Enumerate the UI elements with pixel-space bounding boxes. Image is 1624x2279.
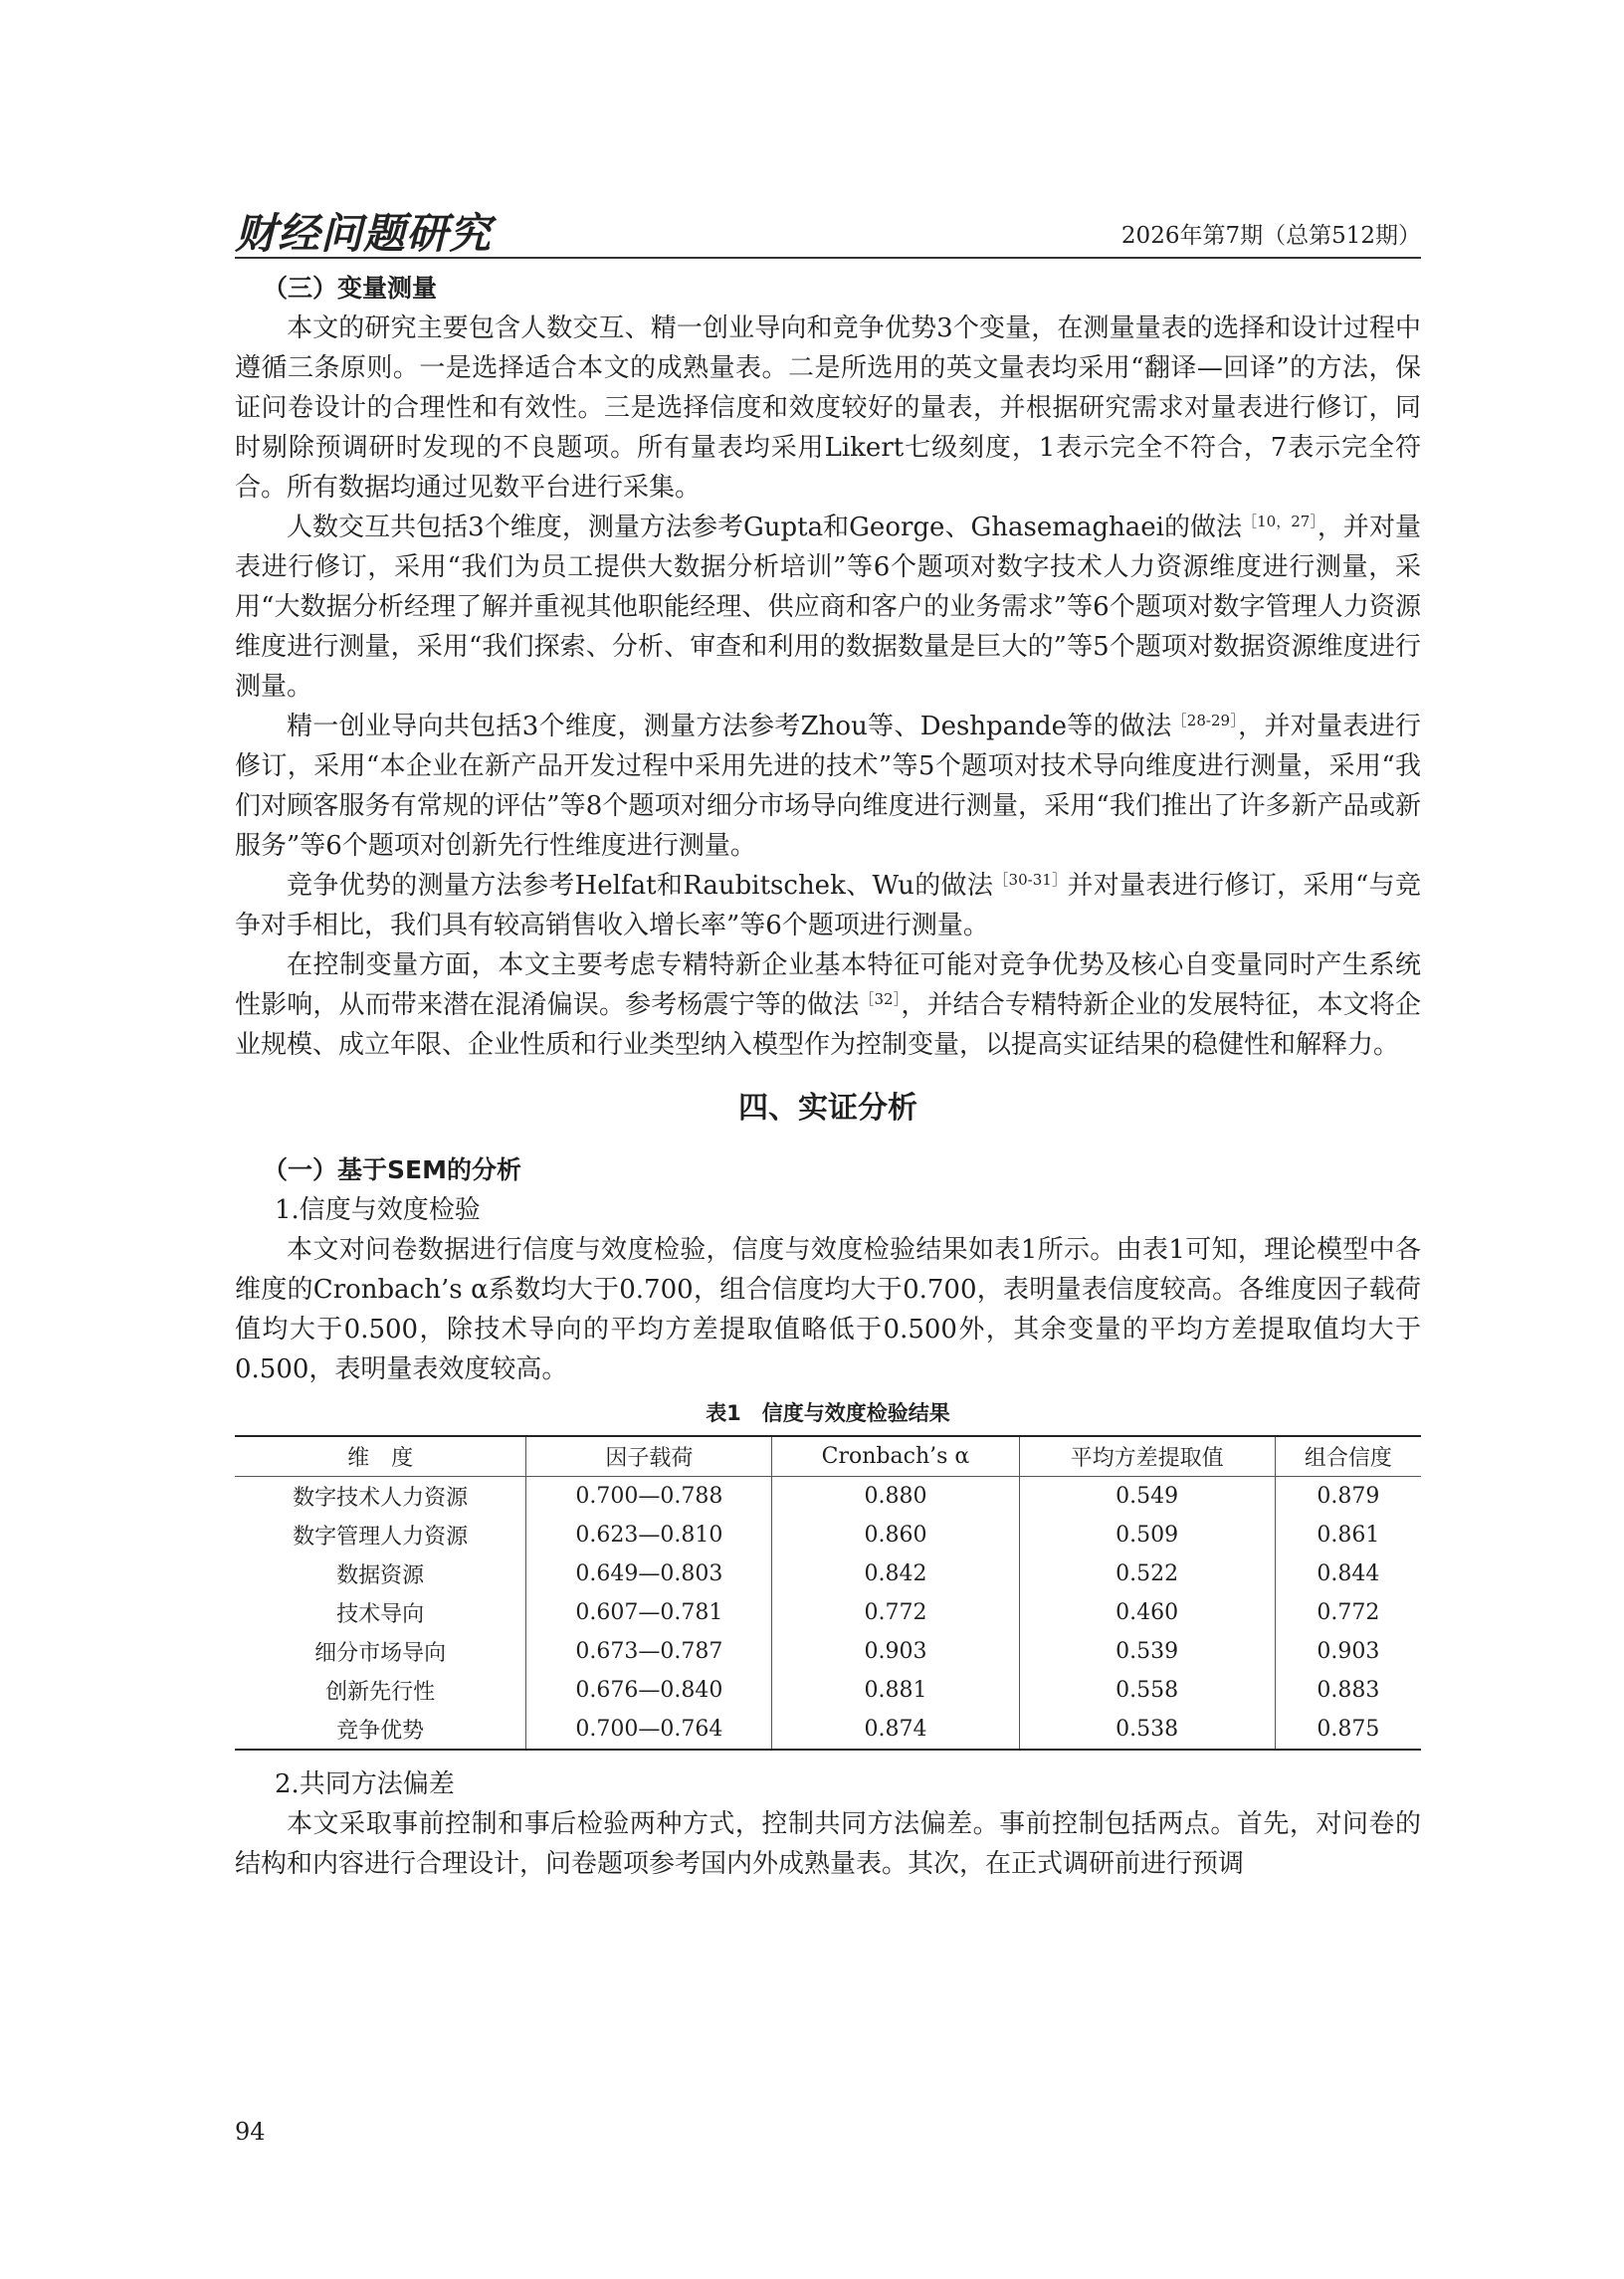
table-cell: 0.538 — [1019, 1710, 1275, 1750]
table-cell: 0.460 — [1019, 1593, 1275, 1632]
table-cell: 0.842 — [772, 1554, 1019, 1593]
table-cell: 0.549 — [1019, 1477, 1275, 1517]
table-cell: 数据资源 — [235, 1554, 526, 1593]
table-cell: 0.860 — [772, 1516, 1019, 1554]
table-row — [235, 1671, 1421, 1710]
paragraph-text: 在控制变量方面，本文主要考虑专精特新企业基本特征可能对竞争优势及核心自变量同时产生系统性影响，从而带来潜在混淆偏误。参考杨震宁等的做法 — [235, 950, 1421, 1020]
table-cell: 细分市场导向 — [235, 1632, 526, 1671]
table-cell: 0.676—0.840 — [526, 1671, 772, 1710]
table-cell: 0.874 — [772, 1710, 1019, 1750]
citation-ref: ［32］ — [859, 990, 902, 1008]
table-cell: 0.875 — [1275, 1710, 1421, 1750]
table-cell: 0.558 — [1019, 1671, 1275, 1710]
paragraph-digital-interaction — [235, 508, 1421, 707]
paragraph-text: 人数交互共包括3个维度，测量方法参考Gupta和George、Ghasemaghaei的做法 — [287, 513, 1243, 542]
paragraph-entrepreneurial-orientation — [235, 707, 1421, 866]
table-cell: 0.539 — [1019, 1632, 1275, 1671]
table-cell: 竞争优势 — [235, 1710, 526, 1750]
table-header-row — [235, 1436, 1421, 1477]
table-cell: 技术导向 — [235, 1593, 526, 1632]
paragraph-text: ，并结合专精特新企业的发展特征，本文将企业规模、成立年限、企业性质和行业类型纳入模型作为控制变量，以提高实证结果的稳健性和解释力。 — [235, 990, 1421, 1060]
table-row — [235, 1632, 1421, 1671]
table-cell: 0.844 — [1275, 1554, 1421, 1593]
table-cell: 数字管理人力资源 — [235, 1516, 526, 1554]
table-header-cell: Cronbach’s α — [772, 1436, 1019, 1477]
table-header-cell: 维 度 — [235, 1436, 526, 1477]
paragraph-text: 竞争优势的测量方法参考Helfat和Raubitschek、Wu的做法 — [287, 871, 994, 901]
section-heading-empirical-analysis: 四、实证分析 — [738, 1091, 917, 1126]
header-rule — [235, 257, 1421, 259]
paragraph-measurement-principles: 本文的研究主要包含人数交互、精一创业导向和竞争优势3个变量，在测量量表的选择和设计过程中遵循三条原则。一是选择适合本文的成熟量表。二是所选用的英文量表均采用“翻译—回译”的方法，保证问卷设计的合理性和有效性。三是选择信度和效度较好的量表，并根据研究需求对量表进行修订，同时剔除预调研时发现的不良题项。所有量表均采用Likert七级刻度，1表示完全不符合，7表示完全符合。所有数据均通过见数平台进行采集。 — [235, 313, 1421, 503]
table-cell: 0.700—0.764 — [526, 1710, 772, 1750]
table-cell: 0.861 — [1275, 1516, 1421, 1554]
table-row — [235, 1554, 1421, 1593]
paragraph-reliability-validity: 本文对问卷数据进行信度与效度检验，信度与效度检验结果如表1所示。由表1可知，理论模型中各维度的Cronbach’s α系数均大于0.700，组合信度均大于0.700，表明量表信度较高。各维度因子载荷值均大于0.500，除技术导向的平均方差提取值略低于0.500外，其余变量的平均方差提取值均大于0.500，表明量表效度较高。 — [235, 1235, 1421, 1384]
section-heading-variable-measurement: （三）变量测量 — [263, 274, 438, 303]
citation-ref: ［30-31］ — [993, 871, 1068, 889]
table-header-cell: 因子载荷 — [526, 1436, 772, 1477]
table-header-cell: 组合信度 — [1275, 1436, 1421, 1477]
paragraph-common-method-bias: 本文采取事前控制和事后检验两种方式，控制共同方法偏差。事前控制包括两点。首先，对问卷的结构和内容进行合理设计，问卷题项参考国内外成熟量表。其次，在正式调研前进行预调 — [235, 1809, 1421, 1879]
reliability-validity-table — [235, 1435, 1421, 1751]
table-cell: 0.522 — [1019, 1554, 1275, 1593]
table-cell: 0.881 — [772, 1671, 1019, 1710]
citation-ref: ［10，27］ — [1242, 513, 1318, 530]
table-cell: 0.772 — [772, 1593, 1019, 1632]
table-row — [235, 1477, 1421, 1517]
table-cell: 0.509 — [1019, 1516, 1275, 1554]
table-cell: 数字技术人力资源 — [235, 1477, 526, 1517]
page-number: 94 — [235, 2118, 266, 2146]
paragraph-text: ，并对量表进行修订，采用“本企业在新产品开发过程中采用先进的技术”等5个题项对技术导向维度进行测量，采用“我们对顾客服务有常规的评估”等8个题项对细分市场导向维度进行测量，采用“我们推出了许多新产品或新服务”等6个题项对创新先行性维度进行测量。 — [235, 712, 1421, 861]
table-row — [235, 1593, 1421, 1632]
paragraph-text: 并对量表进行修订，采用“与竞争对手相比，我们具有较高销售收入增长率”等6个题项进行测量。 — [235, 871, 1422, 940]
journal-logo: 财经问题研究 — [235, 209, 493, 258]
table-cell: 0.673—0.787 — [526, 1632, 772, 1671]
table-cell: 0.883 — [1275, 1671, 1421, 1710]
table-cell: 0.903 — [1275, 1632, 1421, 1671]
page-header — [235, 199, 1421, 258]
paragraph-text: ，并对量表进行修订，采用“我们为员工提供大数据分析培训”等6个题项对数字技术人力资源维度进行测量，采用“大数据分析经理了解并重视其他职能经理、供应商和客户的业务需求”等6个题项对数字管理人力资源维度进行测量，采用“我们探索、分析、审查和利用的数据数量是巨大的”等5个题项对数据资源维度进行测量。 — [235, 513, 1421, 702]
table-cell: 0.903 — [772, 1632, 1019, 1671]
table-cell: 创新先行性 — [235, 1671, 526, 1710]
paragraph-control-variables — [235, 945, 1421, 1065]
table-caption: 表1 信度与效度检验结果 — [706, 1401, 950, 1425]
subsection-heading-sem: （一）基于SEM的分析 — [263, 1155, 521, 1184]
paragraph-text: 精一创业导向共包括3个维度，测量方法参考Zhou等、Deshpande等的做法 — [287, 712, 1172, 741]
citation-ref: ［28-29］ — [1171, 712, 1239, 729]
table-cell: 0.772 — [1275, 1593, 1421, 1632]
issue-info: 2026年第7期（总第512期） — [1120, 223, 1421, 249]
table-cell: 0.607—0.781 — [526, 1593, 772, 1632]
article-body — [235, 269, 1421, 1884]
table-cell: 0.879 — [1275, 1477, 1421, 1517]
table-cell: 0.623—0.810 — [526, 1516, 772, 1554]
table-cell: 0.649—0.803 — [526, 1554, 772, 1593]
table-row — [235, 1516, 1421, 1554]
subsubsection-heading-reliability: 1.信度与效度检验 — [275, 1195, 481, 1225]
table-row — [235, 1710, 1421, 1750]
subsubsection-heading-common-method-bias: 2.共同方法偏差 — [275, 1769, 455, 1799]
table-header-cell: 平均方差提取值 — [1019, 1436, 1275, 1477]
paragraph-competitive-advantage — [235, 866, 1421, 945]
table-cell: 0.880 — [772, 1477, 1019, 1517]
table-cell: 0.700—0.788 — [526, 1477, 772, 1517]
